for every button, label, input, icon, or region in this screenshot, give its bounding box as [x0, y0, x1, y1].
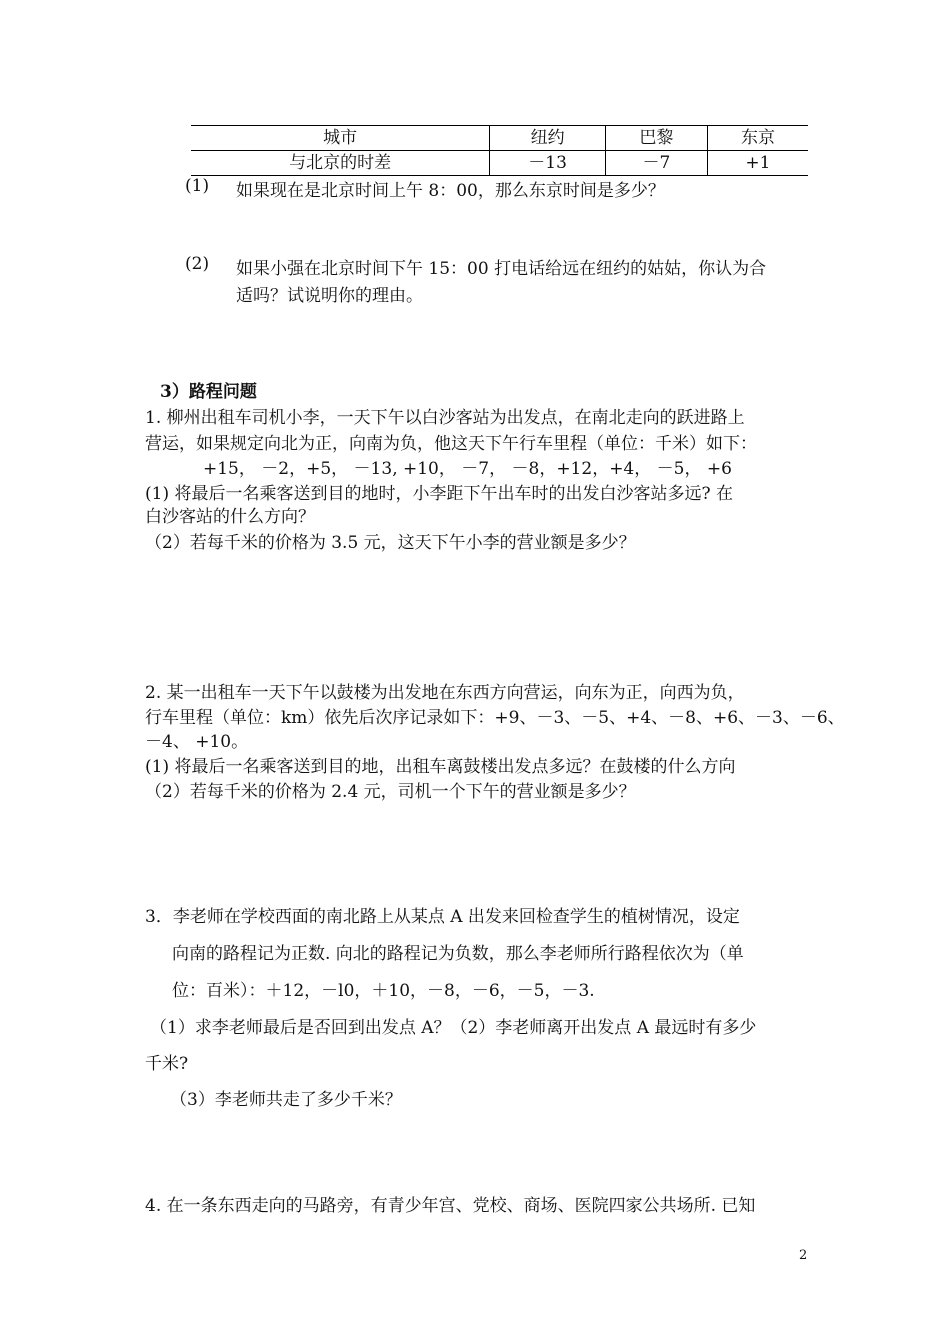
q2-line2: 行车里程（单位：km）依先后次序记录如下：+9、－3、－5、+4、－8、+6、－3、－6、: [145, 708, 845, 728]
q1-part1-line2: 白沙客站的什么方向？: [145, 507, 315, 527]
q1-data: +15， －2，+5， －13, +10， －7， －8，+12，+4， －5， +6: [203, 459, 732, 479]
q2-part1: (1) 将最后一名乘客送到目的地，出租车离鼓楼出发点多远？在鼓楼的什么方向: [145, 757, 736, 777]
section-title: 3）路程问题: [160, 382, 257, 402]
table-cell: +1: [707, 151, 808, 176]
q3-line2: 向南的路程记为正数. 向北的路程记为负数，那么李老师所行路程依次为（单: [172, 944, 744, 964]
q1-part1-line1: (1) 将最后一名乘客送到目的地时，小李距下午出车时的出发白沙客站多远? 在: [145, 484, 734, 504]
q3-line3: 位：百米）：＋12，－l0，＋10，－8，－6，－5，－3.: [172, 981, 595, 1001]
time-q1-number: (1): [185, 176, 210, 196]
time-q2-line1: 如果小强在北京时间下午 15：00 打电话给远在纽约的姑姑，你认为合: [236, 259, 767, 279]
table-header-cell: 纽约: [490, 126, 606, 151]
timezone-table: [191, 125, 808, 176]
table-cell: 与北京的时差: [191, 151, 490, 176]
q3-part1-cont: 千米?: [145, 1054, 189, 1074]
q4-line1: 4. 在一条东西走向的马路旁，有青少年宫、党校、商场、医院四家公共场所. 已知: [145, 1196, 756, 1216]
q1-part2: （2）若每千米的价格为 3.5 元，这天下午小李的营业额是多少？: [145, 533, 636, 553]
page-number: 2: [799, 1248, 808, 1263]
q2-line1: 2. 某一出租车一天下午以鼓楼为出发地在东西方向营运，向东为正，向西为负，: [145, 683, 745, 703]
table-cell: －13: [490, 151, 606, 176]
q1-line2: 营运，如果规定向北为正，向南为负，他这天下午行车里程（单位：千米）如下：: [145, 434, 757, 454]
time-q2-number: (2): [185, 254, 210, 274]
q2-line3: －4、 +10。: [145, 732, 249, 752]
q3-part1: （1）求李老师最后是否回到出发点 A？（2）李老师离开出发点 A 最远时有多少: [150, 1018, 757, 1038]
time-q1-text: 如果现在是北京时间上午 8：00，那么东京时间是多少？: [236, 181, 665, 201]
q1-line1: 1. 柳州出租车司机小李，一天下午以白沙客站为出发点，在南北走向的跃进路上: [145, 408, 745, 428]
time-q2-line2: 适吗？试说明你的理由。: [236, 286, 423, 306]
table-cell: －7: [605, 151, 707, 176]
table-header-row: [191, 126, 808, 151]
table-header-cell: 巴黎: [605, 126, 707, 151]
q3-part3: （3）李老师共走了多少千米？: [170, 1090, 402, 1110]
q2-part2: （2）若每千米的价格为 2.4 元，司机一个下午的营业额是多少？: [145, 782, 636, 802]
table-row: [191, 151, 808, 176]
table-header-cell: 城市: [191, 126, 490, 151]
q3-line1: 3．李老师在学校西面的南北路上从某点 A 出发来回检查学生的植树情况，设定: [145, 907, 740, 927]
table-header-cell: 东京: [707, 126, 808, 151]
